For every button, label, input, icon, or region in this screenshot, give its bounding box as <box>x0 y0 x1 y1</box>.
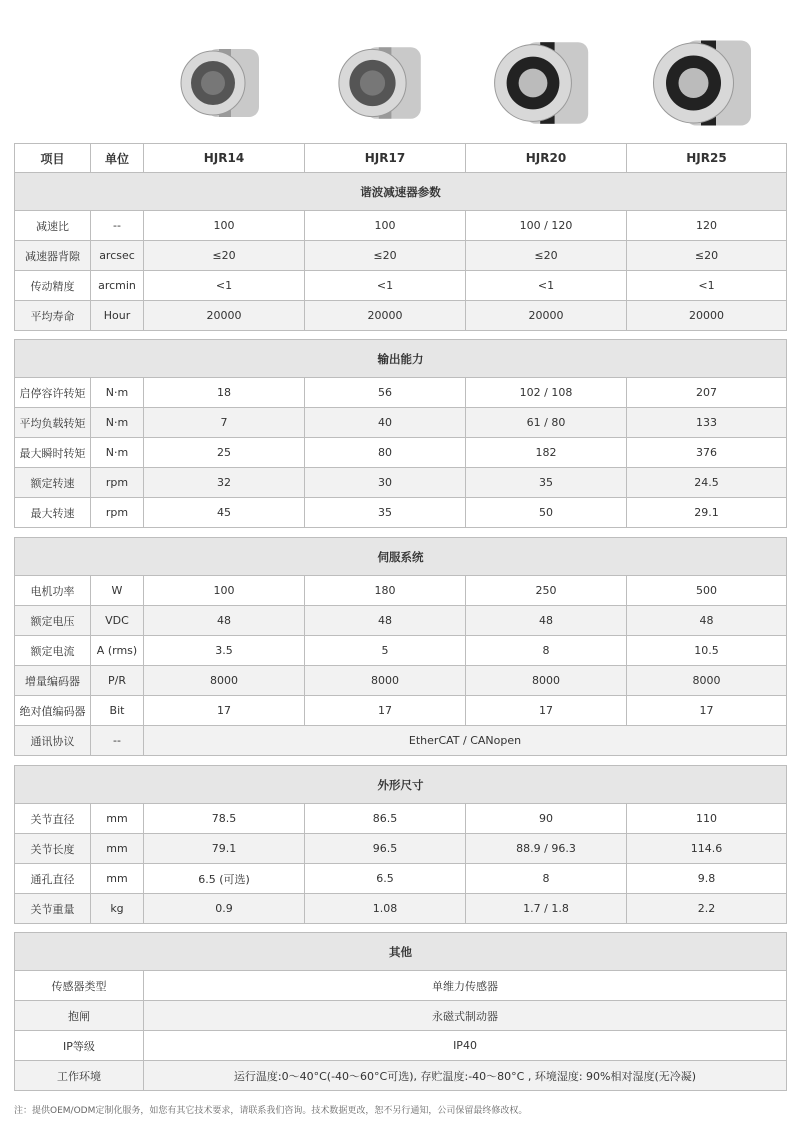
row-value: 79.1 <box>144 834 305 864</box>
header-unit: 单位 <box>91 144 144 173</box>
row-value: <1 <box>627 271 787 301</box>
section-title: 外形尺寸 <box>15 766 787 804</box>
row-item: 工作环境 <box>15 1061 144 1091</box>
row-value: 56 <box>305 378 466 408</box>
row-item: 最大瞬时转矩 <box>15 438 91 468</box>
row-value: 182 <box>466 438 627 468</box>
row-value: 7 <box>144 408 305 438</box>
row-value: ≤20 <box>627 241 787 271</box>
row-value: 8 <box>466 864 627 894</box>
row-value: 100 <box>305 211 466 241</box>
row-item: 启停容许转矩 <box>15 378 91 408</box>
row-value: <1 <box>305 271 466 301</box>
row-value: 114.6 <box>627 834 787 864</box>
row-value: 17 <box>144 696 305 726</box>
row-value: 30 <box>305 468 466 498</box>
row-value: 48 <box>144 606 305 636</box>
row-unit: kg <box>91 894 144 924</box>
row-item: 通讯协议 <box>15 726 91 756</box>
row-value: 90 <box>466 804 627 834</box>
header-model: HJR20 <box>466 144 627 173</box>
row-unit: N·m <box>91 378 144 408</box>
row-value: 88.9 / 96.3 <box>466 834 627 864</box>
header-model: HJR14 <box>144 144 305 173</box>
row-item: 平均寿命 <box>15 301 91 331</box>
row-value: 17 <box>305 696 466 726</box>
row-value: 1.7 / 1.8 <box>466 894 627 924</box>
row-item: 额定电压 <box>15 606 91 636</box>
row-unit: rpm <box>91 468 144 498</box>
table-row <box>15 408 787 438</box>
row-value: 86.5 <box>305 804 466 834</box>
row-value: 3.5 <box>144 636 305 666</box>
row-item: IP等级 <box>15 1031 144 1061</box>
row-item: 减速比 <box>15 211 91 241</box>
row-item: 额定转速 <box>15 468 91 498</box>
table-row <box>15 804 787 834</box>
table-row <box>15 726 787 756</box>
row-value: 48 <box>627 606 787 636</box>
row-value: 35 <box>466 468 627 498</box>
row-value: 8000 <box>305 666 466 696</box>
section-title: 谐波减速器参数 <box>15 173 787 211</box>
header-model: HJR17 <box>305 144 466 173</box>
row-value: 6.5 <box>305 864 466 894</box>
table-row <box>15 498 787 528</box>
row-unit: N·m <box>91 408 144 438</box>
row-value: 376 <box>627 438 787 468</box>
row-value: 207 <box>627 378 787 408</box>
row-unit: A (rms) <box>91 636 144 666</box>
table-row <box>15 271 787 301</box>
row-item: 电机功率 <box>15 576 91 606</box>
row-item: 通孔直径 <box>15 864 91 894</box>
row-value: 10.5 <box>627 636 787 666</box>
row-value: 110 <box>627 804 787 834</box>
row-unit: mm <box>91 864 144 894</box>
row-value: 40 <box>305 408 466 438</box>
row-unit: mm <box>91 834 144 864</box>
row-value: EtherCAT / CANopen <box>144 726 787 756</box>
row-unit: W <box>91 576 144 606</box>
row-item: 减速器背隙 <box>15 241 91 271</box>
row-value: 18 <box>144 378 305 408</box>
product-image-hjr14 <box>173 28 273 142</box>
row-unit: -- <box>91 211 144 241</box>
product-image-hjr17 <box>331 28 435 142</box>
section-header <box>15 340 787 378</box>
product-image-hjr20 <box>487 28 603 142</box>
footnote: 注：提供OEM/ODM定制化服务，如您有其它技术要求，请联系我们咨询。技术数据更改，恕不另行通知，公司保留最终修改权。 <box>14 1106 528 1116</box>
row-value: 250 <box>466 576 627 606</box>
table-row <box>15 576 787 606</box>
row-value: 8000 <box>466 666 627 696</box>
row-value: 48 <box>305 606 466 636</box>
spec-table-section <box>14 537 787 756</box>
row-value: 2.2 <box>627 894 787 924</box>
row-value: 单维力传感器 <box>144 971 787 1001</box>
row-value: 20000 <box>466 301 627 331</box>
row-value: 102 / 108 <box>466 378 627 408</box>
row-value: 8 <box>466 636 627 666</box>
section-header <box>15 173 787 211</box>
row-value: 32 <box>144 468 305 498</box>
row-item: 额定电流 <box>15 636 91 666</box>
row-value: 50 <box>466 498 627 528</box>
row-item: 最大转速 <box>15 498 91 528</box>
row-value: ≤20 <box>305 241 466 271</box>
table-row <box>15 606 787 636</box>
header-row <box>15 144 787 173</box>
row-unit: arcmin <box>91 271 144 301</box>
header-model: HJR25 <box>627 144 787 173</box>
table-row <box>15 1031 787 1061</box>
table-row <box>15 971 787 1001</box>
row-value: 45 <box>144 498 305 528</box>
table-row <box>15 666 787 696</box>
row-item: 绝对值编码器 <box>15 696 91 726</box>
table-row <box>15 1061 787 1091</box>
row-value: 1.08 <box>305 894 466 924</box>
row-value: 29.1 <box>627 498 787 528</box>
table-row <box>15 468 787 498</box>
spec-table-section <box>14 143 787 331</box>
row-value: 17 <box>627 696 787 726</box>
row-value: 180 <box>305 576 466 606</box>
table-row <box>15 894 787 924</box>
row-value: IP40 <box>144 1031 787 1061</box>
row-unit: N·m <box>91 438 144 468</box>
row-unit: Bit <box>91 696 144 726</box>
row-value: 运行温度:0～40°C(-40～60°C可选), 存贮温度:-40～80°C , 环境湿度: 90%相对湿度(无冷凝) <box>144 1061 787 1091</box>
row-value: 8000 <box>627 666 787 696</box>
row-item: 增量编码器 <box>15 666 91 696</box>
row-value: 35 <box>305 498 466 528</box>
table-row <box>15 241 787 271</box>
table-row <box>15 211 787 241</box>
table-row <box>15 696 787 726</box>
row-value: 0.9 <box>144 894 305 924</box>
row-value: 20000 <box>305 301 466 331</box>
section-header <box>15 538 787 576</box>
table-row <box>15 834 787 864</box>
row-unit: rpm <box>91 498 144 528</box>
header-item: 项目 <box>15 144 91 173</box>
row-unit: Hour <box>91 301 144 331</box>
row-item: 平均负载转矩 <box>15 408 91 438</box>
row-item: 传感器类型 <box>15 971 144 1001</box>
row-value: 61 / 80 <box>466 408 627 438</box>
product-image-hjr25 <box>646 28 766 142</box>
row-value: 24.5 <box>627 468 787 498</box>
row-item: 关节直径 <box>15 804 91 834</box>
row-unit: -- <box>91 726 144 756</box>
row-value: 20000 <box>144 301 305 331</box>
row-value: 78.5 <box>144 804 305 834</box>
spec-table-section <box>14 339 787 528</box>
section-title: 其他 <box>15 933 787 971</box>
row-value: 133 <box>627 408 787 438</box>
row-item: 抱闸 <box>15 1001 144 1031</box>
row-value: <1 <box>466 271 627 301</box>
row-unit: VDC <box>91 606 144 636</box>
row-value: 100 / 120 <box>466 211 627 241</box>
row-value: 9.8 <box>627 864 787 894</box>
row-value: 96.5 <box>305 834 466 864</box>
spec-table-section <box>14 932 787 1091</box>
row-unit: P/R <box>91 666 144 696</box>
row-value: 8000 <box>144 666 305 696</box>
row-value: <1 <box>144 271 305 301</box>
row-value: ≤20 <box>466 241 627 271</box>
row-value: 120 <box>627 211 787 241</box>
row-value: ≤20 <box>144 241 305 271</box>
section-header <box>15 933 787 971</box>
table-row <box>15 301 787 331</box>
row-value: 5 <box>305 636 466 666</box>
row-unit: mm <box>91 804 144 834</box>
row-value: 48 <box>466 606 627 636</box>
table-row <box>15 636 787 666</box>
row-item: 关节长度 <box>15 834 91 864</box>
section-header <box>15 766 787 804</box>
spec-table-section <box>14 765 787 924</box>
section-title: 输出能力 <box>15 340 787 378</box>
row-item: 传动精度 <box>15 271 91 301</box>
table-row <box>15 438 787 468</box>
row-value: 20000 <box>627 301 787 331</box>
table-row <box>15 864 787 894</box>
row-value: 100 <box>144 211 305 241</box>
row-item: 关节重量 <box>15 894 91 924</box>
row-value: 100 <box>144 576 305 606</box>
row-value: 500 <box>627 576 787 606</box>
table-row <box>15 1001 787 1031</box>
table-row <box>15 378 787 408</box>
row-value: 6.5 (可选) <box>144 864 305 894</box>
row-value: 80 <box>305 438 466 468</box>
row-unit: arcsec <box>91 241 144 271</box>
row-value: 17 <box>466 696 627 726</box>
row-value: 25 <box>144 438 305 468</box>
section-title: 伺服系统 <box>15 538 787 576</box>
row-value: 永磁式制动器 <box>144 1001 787 1031</box>
